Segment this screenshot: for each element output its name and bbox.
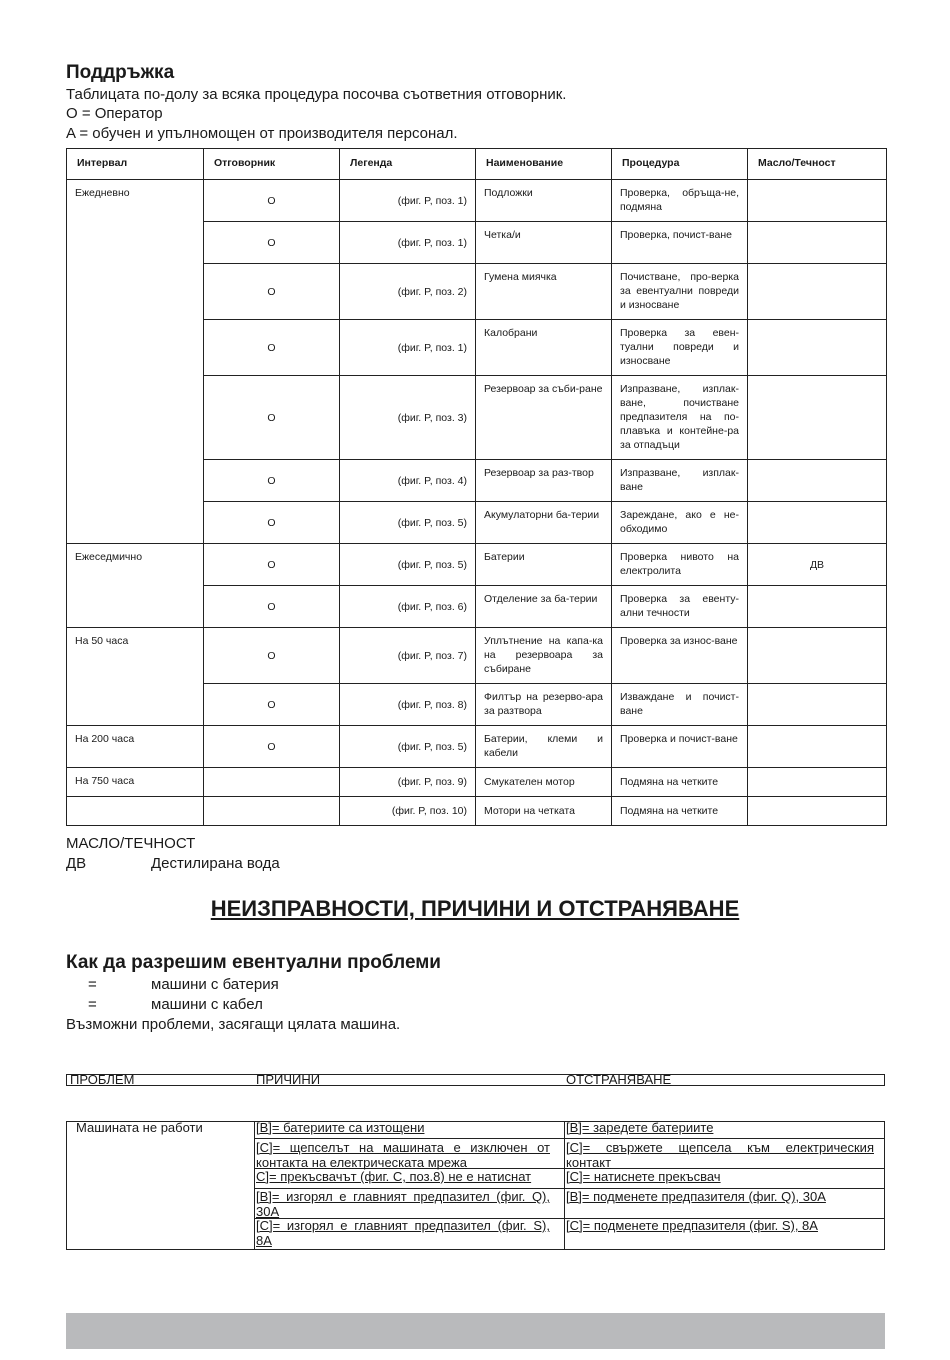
name-cell: Отделение за ба-терии (476, 586, 612, 628)
table-row (67, 628, 887, 684)
name-cell: Резервоар за съби-ране (476, 376, 612, 460)
responsible-cell: O (204, 222, 340, 264)
interval-cell: На 200 часа (67, 726, 204, 768)
procedure-cell: Проверка за износ-ване (612, 628, 748, 684)
procedure-cell: Подмяна на четките (612, 797, 748, 826)
col-header-legend: Легенда (340, 149, 476, 180)
responsible-cell: O (204, 628, 340, 684)
name-cell: Четка/и (476, 222, 612, 264)
cause-cell: [B]= батериите са изтощени (256, 1120, 425, 1135)
responsible-cell: O (204, 502, 340, 544)
remedy-cell: [C]= свържете щепсела към електрическия контакт (566, 1140, 874, 1170)
oil-cell (748, 628, 887, 684)
legend-cell: (фиг. P, поз. 8) (340, 684, 476, 726)
oil-cell (748, 586, 887, 628)
oil-cell (748, 460, 887, 502)
header-causes: ПРИЧИНИ (256, 1072, 321, 1087)
header-problem: ПРОБЛЕМ (70, 1072, 135, 1087)
footer-bar (66, 1313, 885, 1349)
troubleshooting-subtitle: Как да разрешим евентуални проблеми (66, 952, 441, 973)
col-header-oil: Масло/Течност (748, 149, 887, 180)
cable-machines: машини с кабел (151, 996, 263, 1013)
legend-cell: (фиг. P, поз. 5) (340, 544, 476, 586)
responsible-cell: O (204, 684, 340, 726)
procedure-cell: Проверка и почист-ване (612, 726, 748, 768)
procedure-cell: Подмяна на четките (612, 768, 748, 797)
header-remedy: ОТСТРАНЯВАНЕ (566, 1072, 672, 1087)
oil-cell (748, 726, 887, 768)
table-row (67, 768, 887, 797)
trouble-header-box (66, 1074, 885, 1086)
interval-cell (67, 797, 204, 826)
legend-cell: (фиг. P, поз. 9) (340, 768, 476, 797)
divider (564, 1121, 565, 1249)
battery-eq: = (88, 976, 97, 993)
remedy-cell: [B]= заредете батериите (566, 1120, 714, 1135)
legend-cell: (фиг. P, поз. 5) (340, 502, 476, 544)
col-header-interval: Интервал (67, 149, 204, 180)
col-header-name: Наименование (476, 149, 612, 180)
legend-cell: (фиг. P, поз. 1) (340, 222, 476, 264)
procedure-cell: Изпразване, изплак-ване (612, 460, 748, 502)
name-cell: Акумулаторни ба-терии (476, 502, 612, 544)
legend-operator: O = Оператор (66, 105, 163, 122)
name-cell: Калобрани (476, 320, 612, 376)
remedy-cell: [C]= подменете предпазителя (фиг. S), 8A (566, 1218, 818, 1233)
legend-cell: (фиг. P, поз. 4) (340, 460, 476, 502)
table-row (67, 180, 887, 222)
troubleshooting-title: НЕИЗПРАВНОСТИ, ПРИЧИНИ И ОТСТРАНЯВАНЕ (210, 896, 740, 921)
responsible-cell: O (204, 320, 340, 376)
cable-eq: = (88, 996, 97, 1013)
responsible-cell: O (204, 180, 340, 222)
problem-cell: Машината не работи (76, 1120, 203, 1135)
remedy-cell: [C]= натиснете прекъсвач (566, 1169, 721, 1184)
responsible-cell (204, 797, 340, 826)
procedure-cell: Изпразване, изплак-ване, почистване предпазителя на по-плавъка и контейне-ра за отпадъци (612, 376, 748, 460)
oil-cell (748, 320, 887, 376)
procedure-cell: Проверка нивото на електролита (612, 544, 748, 586)
maintenance-header-row (67, 149, 887, 180)
oil-cell (748, 180, 887, 222)
responsible-cell (204, 768, 340, 797)
responsible-cell: O (204, 726, 340, 768)
oil-heading: МАСЛО/ТЕЧНОСТ (66, 835, 196, 852)
oil-cell (748, 797, 887, 826)
interval-cell: На 750 часа (67, 768, 204, 797)
cause-cell: [B]= изгорял е главният предпазител (фиг. Q), 30A (256, 1189, 550, 1219)
responsible-cell: O (204, 460, 340, 502)
procedure-cell: Проверка за евенту-ални течности (612, 586, 748, 628)
legend-authorized: A = обучен и упълномощен от производителя персонал. (66, 125, 458, 142)
cause-cell: [C]= щепселът на машината е изключен от контакта на електрическата мрежа (256, 1140, 550, 1170)
oil-cell (748, 502, 887, 544)
cause-cell: C]= прекъсвачът (фиг. C, поз.8) не е натиснат (256, 1169, 532, 1184)
name-cell: Подложки (476, 180, 612, 222)
oil-abbr: ДВ (66, 855, 87, 872)
legend-cell: (фиг. P, поз. 1) (340, 180, 476, 222)
remedy-cell: [B]= подменете предпазителя (фиг. Q), 30A (566, 1189, 826, 1204)
maintenance-table (66, 148, 887, 826)
interval-cell: Ежеседмично (67, 544, 204, 628)
procedure-cell: Изваждане и почист-ване (612, 684, 748, 726)
name-cell: Резервоар за раз-твор (476, 460, 612, 502)
name-cell: Мотори на четката (476, 797, 612, 826)
maintenance-intro: Таблицата по-долу за всяка процедура посочва съответния отговорник. (66, 86, 567, 103)
responsible-cell: O (204, 376, 340, 460)
responsible-cell: O (204, 544, 340, 586)
procedure-cell: Проверка, обръща-не, подмяна (612, 180, 748, 222)
battery-machines: машини с батерия (151, 976, 279, 993)
interval-cell: Ежедневно (67, 180, 204, 544)
col-header-procedure: Процедура (612, 149, 748, 180)
maintenance-title: Поддръжка (66, 62, 175, 83)
name-cell: Гумена миячка (476, 264, 612, 320)
procedure-cell: Зареждане, ако е не-обходимо (612, 502, 748, 544)
legend-cell: (фиг. P, поз. 7) (340, 628, 476, 684)
table-row (67, 544, 887, 586)
procedure-cell: Проверка за евен-туални повреди и износване (612, 320, 748, 376)
oil-desc: Дестилирана вода (151, 855, 280, 872)
legend-cell: (фиг. P, поз. 1) (340, 320, 476, 376)
divider (254, 1121, 255, 1249)
legend-cell: (фиг. P, поз. 3) (340, 376, 476, 460)
col-header-responsible: Отговорник (204, 149, 340, 180)
procedure-cell: Почистване, про-верка за евентуални повреди и износване (612, 264, 748, 320)
table-row (67, 797, 887, 826)
divider (254, 1138, 885, 1139)
oil-cell (748, 684, 887, 726)
legend-cell: (фиг. P, поз. 10) (340, 797, 476, 826)
cause-cell: [C]= изгорял е главният предпазител (фиг. S), 8A (256, 1218, 550, 1248)
responsible-cell: O (204, 264, 340, 320)
name-cell: Батерии, клеми и кабели (476, 726, 612, 768)
legend-cell: (фиг. P, поз. 6) (340, 586, 476, 628)
name-cell: Батерии (476, 544, 612, 586)
responsible-cell: O (204, 586, 340, 628)
name-cell: Смукателен мотор (476, 768, 612, 797)
oil-cell (748, 768, 887, 797)
table-row (67, 726, 887, 768)
legend-cell: (фиг. P, поз. 5) (340, 726, 476, 768)
oil-cell (748, 222, 887, 264)
name-cell: Уплътнение на капа-ка на резервоара за събиране (476, 628, 612, 684)
oil-cell (748, 264, 887, 320)
procedure-cell: Проверка, почист-ване (612, 222, 748, 264)
legend-cell: (фиг. P, поз. 2) (340, 264, 476, 320)
interval-cell: На 50 часа (67, 628, 204, 726)
whole-machine-note: Възможни проблеми, засягащи цялата машина. (66, 1016, 401, 1033)
oil-cell (748, 376, 887, 460)
name-cell: Филтър на резерво-ара за разтвора (476, 684, 612, 726)
oil-cell: ДВ (748, 544, 887, 586)
